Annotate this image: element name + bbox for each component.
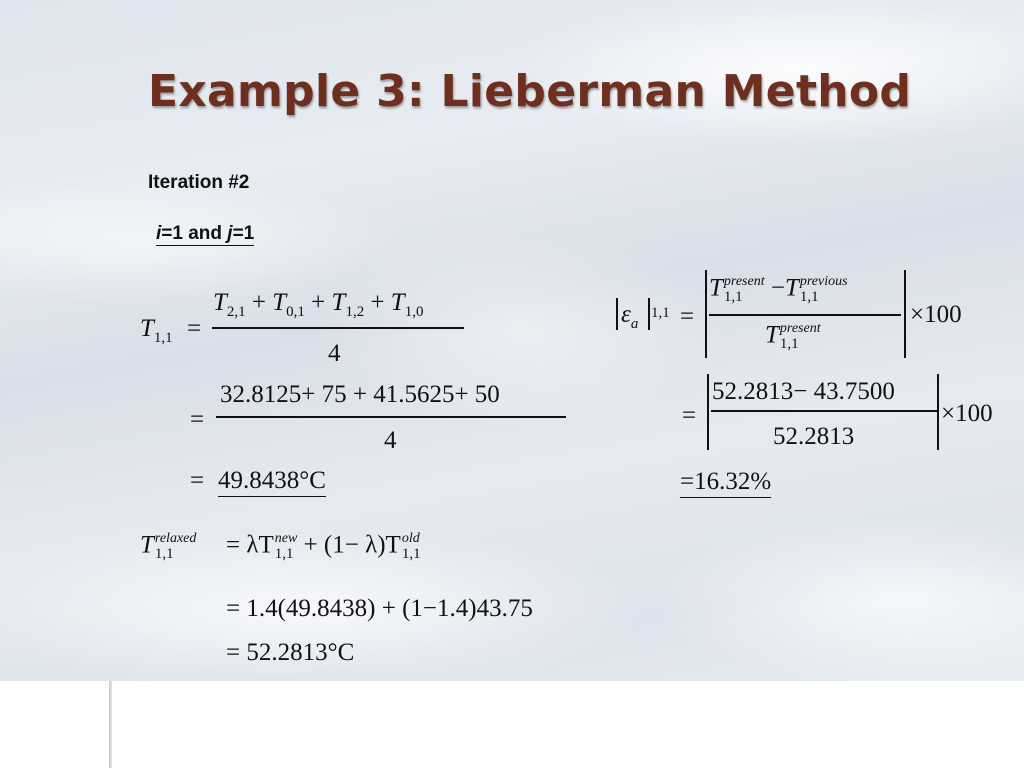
abs-bar <box>705 270 707 358</box>
index-j: j <box>227 223 233 244</box>
index-condition <box>156 223 254 246</box>
relaxed-lhs: T relaxed 1,1 <box>140 531 197 562</box>
relaxed-rhs: = λT new 1,1 + (1− λ)T old 1,1 <box>226 531 421 562</box>
equals-sign: = <box>190 406 205 433</box>
relaxed-substitution: = 1.4(49.8438) + (1−1.4)43.75 <box>226 595 533 622</box>
abs-bar <box>707 374 709 450</box>
times-hundred: ×100 <box>941 400 993 427</box>
error-numeric-denominator: 52.2813 <box>773 423 855 450</box>
equals-sign: = <box>187 315 202 342</box>
equals-sign: = <box>682 402 697 429</box>
index-j-value: =1 <box>232 223 255 244</box>
temperature-denominator: 4 <box>328 340 341 367</box>
fraction-bar <box>216 416 566 418</box>
abs-subscript: 1,1 <box>651 305 670 321</box>
error-numeric-numerator: 52.2813− 43.7500 <box>712 378 895 405</box>
error-result: =16.32% <box>680 469 771 498</box>
slide-title: Example 3: Lieberman Method <box>148 66 912 117</box>
relaxed-result: = 52.2813°C <box>226 639 355 666</box>
fraction-bar <box>709 314 901 316</box>
vertical-divider <box>109 681 112 768</box>
temperature-lhs: $T_{1,1}$ <box>140 315 173 346</box>
index-i-value: =1 and <box>161 223 228 244</box>
abs-bar <box>904 270 906 358</box>
abs-bar <box>616 298 618 330</box>
index-i: i <box>156 223 162 244</box>
times-hundred: ×100 <box>910 301 962 328</box>
iteration-label: Iteration #2 <box>148 172 250 193</box>
error-numerator: T present 1,1 −T previous 1,1 <box>709 274 848 305</box>
fraction-bar <box>212 327 464 329</box>
equals-sign: = <box>190 467 205 494</box>
abs-bar <box>937 374 939 450</box>
equals-sign: = <box>680 303 695 330</box>
numeric-denominator: 4 <box>384 427 397 454</box>
temperature-numerator: $T_{2,1} + T_{0,1} + T_{1,2} + T_{1,0}$ <box>213 289 424 320</box>
epsilon-symbol: $\varepsilon_a$ <box>621 301 639 332</box>
numeric-numerator: 32.8125+ 75 + 41.5625+ 50 <box>220 381 500 408</box>
error-denominator: T present 1,1 <box>765 321 821 352</box>
abs-bar <box>648 298 650 330</box>
temperature-result: 49.8438°C <box>218 468 326 497</box>
fraction-bar <box>711 410 937 412</box>
